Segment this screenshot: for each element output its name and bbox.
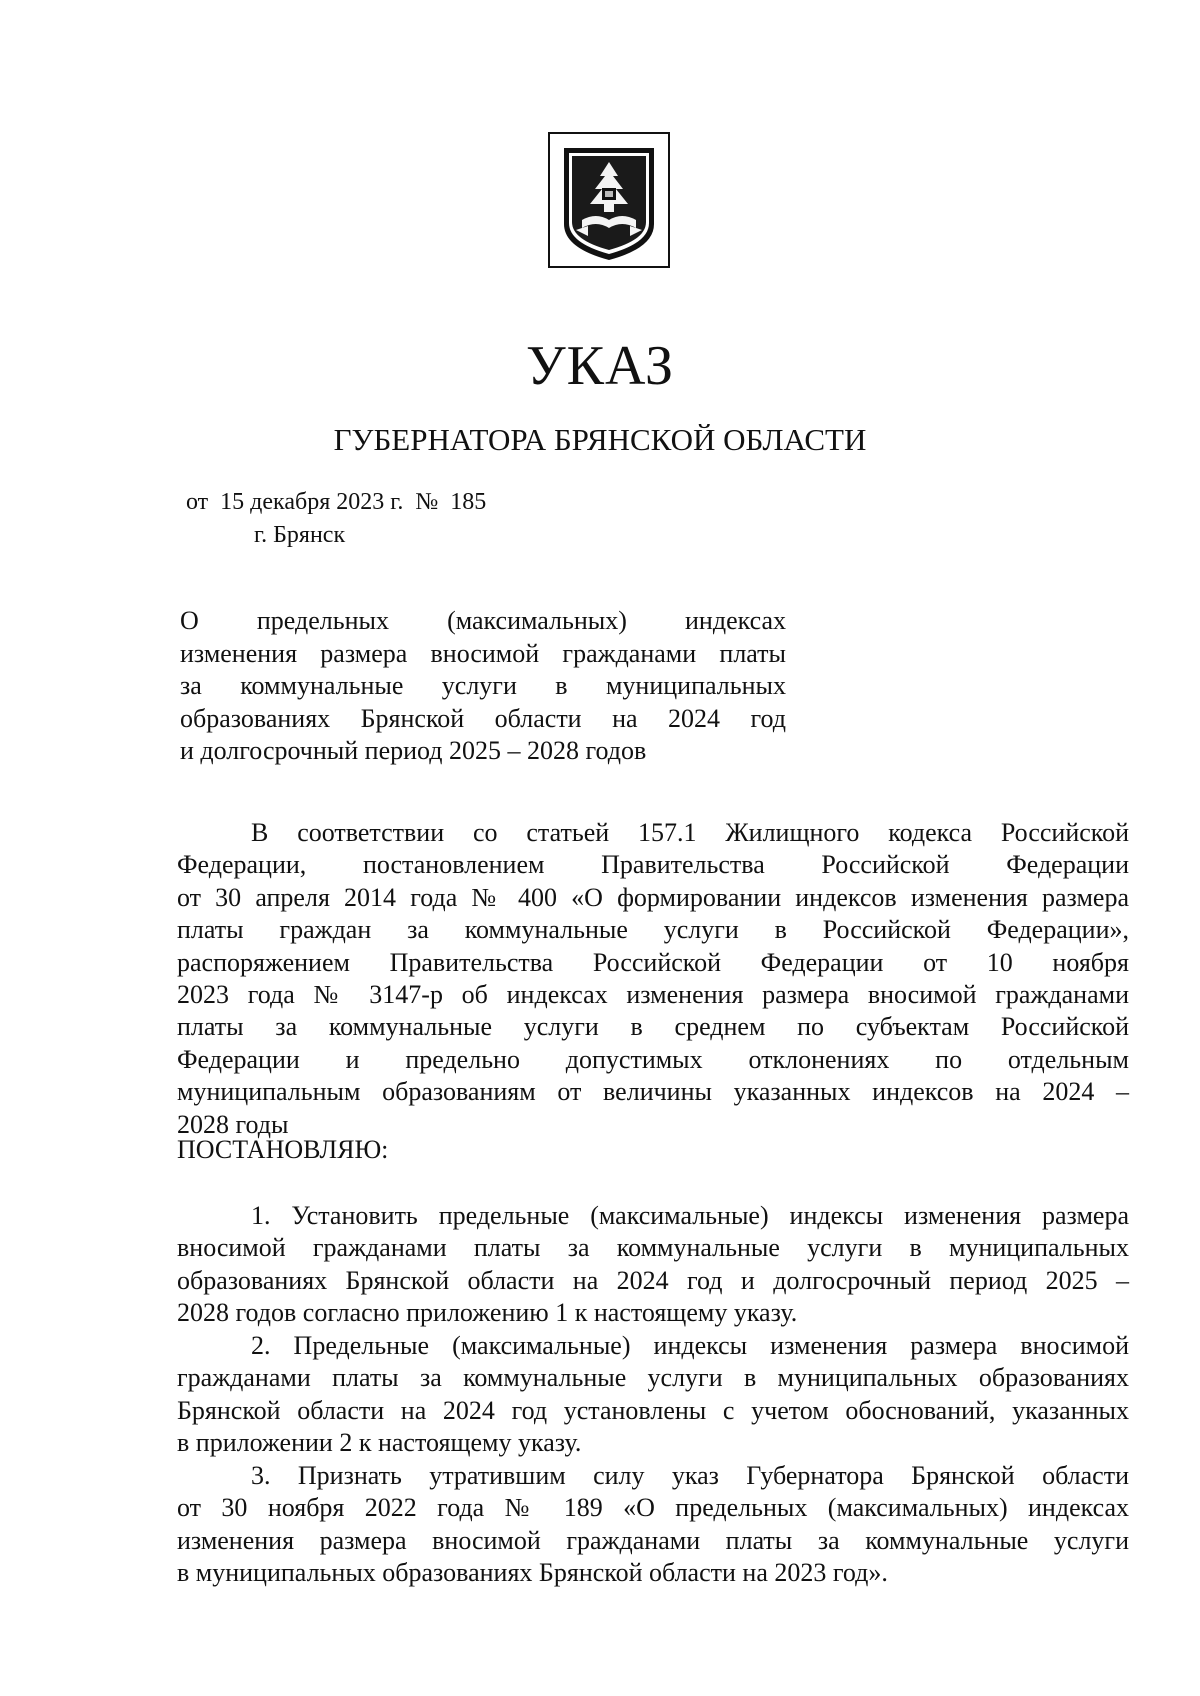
item-2-paragraph [177,1330,1129,1460]
text-line: изменения размера вносимой гражданами платы за коммунальные услуги [177,1525,1129,1555]
text-line: платы граждан за коммунальные услуги в Российской Федерации», [177,915,1129,945]
coat-of-arms-icon [548,132,670,268]
text-line: муниципальным образованиям от величины указанных индексов на 2024 – [177,1077,1129,1107]
text-line: 2028 годы [177,1109,289,1139]
text-line: 2. Предельные (максимальные) индексы изменения размера вносимой [251,1331,1129,1360]
text-line: от 30 ноября 2022 года № 189 «О предельных (максимальных) индексах [177,1493,1129,1523]
text-line: 2028 годов согласно приложению 1 к настоящему указу. [177,1298,798,1328]
text-line: 3. Признать утратившим силу указ Губернатора Брянской области [251,1461,1129,1490]
document-title: УКАЗ [525,335,675,397]
text-line: Федерации и предельно допустимых отклонениях по отдельным [177,1044,1129,1074]
text-line: распоряжением Правительства Российской Федерации от 10 ноября [177,947,1129,977]
text-line: Брянской области на 2024 год установлены с учетом обоснований, указанных [177,1395,1129,1425]
text-line: гражданами платы за коммунальные услуги в муниципальных образованиях [177,1363,1129,1393]
item-1-paragraph [177,1200,1129,1330]
decree-word: ПОСТАНОВЛЯЮ: [177,1135,389,1164]
preamble-paragraph [177,817,1129,1141]
decree-statement [177,1134,1129,1166]
text-line: 2023 года № 3147-р об индексах изменения размера вносимой гражданами [177,980,1129,1010]
text-line: вносимой гражданами платы за коммунальные услуги в муниципальных [177,1233,1129,1263]
text-line: В соответствии со статьей 157.1 Жилищного кодекса Российской [251,818,1129,847]
subject-line: за коммунальные услуги в муниципальных [180,671,786,700]
text-line: Федерации, постановлением Правительства Российской Федерации [177,850,1129,880]
document-issuer: ГУБЕРНАТОРА БРЯНСКОЙ ОБЛАСТИ [333,422,867,457]
text-line: платы за коммунальные услуги в среднем по субъектам Российской [177,1012,1129,1042]
item-3-paragraph [177,1460,1129,1590]
subject-line: образованиях Брянской области на 2024 год [180,703,786,733]
document-date-number: от 15 декабря 2023 г. № 185 [186,489,487,515]
subject-line: О предельных (максимальных) индексах [180,606,786,635]
text-line: в приложении 2 к настоящему указу. [177,1428,582,1458]
document-subject [180,605,786,768]
text-line: от 30 апреля 2014 года № 400 «О формировании индексов изменения размера [177,882,1129,912]
text-line: в муниципальных образованиях Брянской области на 2023 год». [177,1558,888,1588]
subject-line: изменения размера вносимой гражданами платы [180,638,786,668]
subject-line: и долгосрочный период 2025 – 2028 годов [180,736,647,765]
document-city: г. Брянск [254,522,346,548]
text-line: образованиях Брянской области на 2024 год и долгосрочный период 2025 – [177,1265,1129,1295]
text-line: 1. Установить предельные (максимальные) индексы изменения размера [251,1201,1129,1230]
